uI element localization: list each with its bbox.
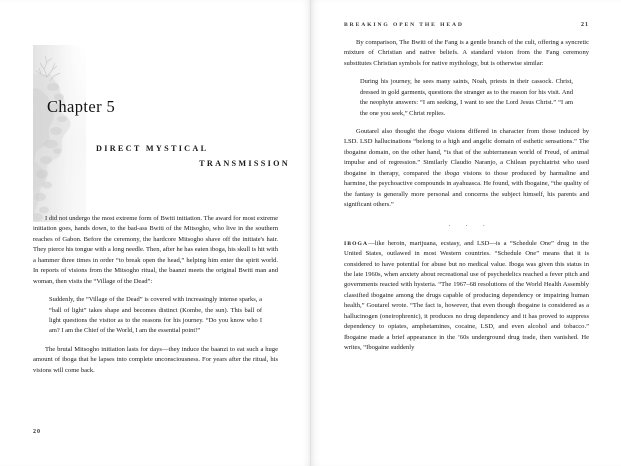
paragraph: I did not undergo the most extreme form of Bwiti initiation. The award for most extreme initiation goes, hands down, to the bad-ass Bwiti of the Mitsogho, who live in the southern reaches of Gabon. Before the ceremony, the hardcore Mitsogho shave off the initiate's hair. They pierce his tongue with a long needle. Then, after he has eaten iboga, his skull is hit with a hammer three times in order “to break open the head,” helping him enter the spirit world. In reports of visions from the Mitsogho ritual, the baanzi meets the original Bwiti man and woman, then visits the “Village of the Dead”: xyxy=(33,215,278,285)
paragraph-text-pre: Goutarel also thought the xyxy=(356,127,429,135)
running-head xyxy=(344,22,589,28)
paragraph-text: —like heroin, marijuana, ecstasy, and LSD—is a “Schedule One” drug in the United States, outlawed in most Western countries. “Schedule One” means that it is considered to have potential for abuse but no medical value. Iboga was given this status in the late 1960s, when anxiety about recreational use of psychedelics reached a fever pitch and governments reacted with hysteria. “The 1967–68 resolutions of the World Health Assembly classified ibogaine among the drugs capable of producing dependency or impairing human health,” Goutarel wrote. “The fact is, however, that even though ibogaine is considered as a hallucinogen (oneirophrenic), it produces no drug dependency and it has proved to suppress dependency to opiates, amphetamines, cocaine, LSD, and even alcohol and tobacco.” Ibogaine made a brief appearance in the ’60s underground drug trade, then vanished. He writes, “Ibogaine suddenly xyxy=(344,239,589,352)
italic-term: iboga xyxy=(444,169,460,177)
folio-right: 21 xyxy=(581,22,589,28)
section-separator: . . . xyxy=(448,220,492,228)
chapter-number: Chapter 5 xyxy=(47,97,116,116)
paragraph-text-mid: visions differed in character from those induced by LSD. LSD hallucinations “belong to a high and angelic domain of esthetic sensations.” The ibogaine domain, on the other hand, “is that of the subterranean world of Freud, of animal impulse and of regression.” Similarly Claudio Naranjo, a Chilean psychiatrist who used ibogaine in therapy, compared the xyxy=(344,127,589,177)
running-head-title: BREAKING OPEN THE HEAD xyxy=(344,22,464,28)
paragraph xyxy=(344,127,589,211)
right-page-body xyxy=(344,38,589,354)
chapter-title-line-2: TRANSMISSION xyxy=(199,159,290,168)
chapter-title-line-1: DIRECT MYSTICAL xyxy=(96,144,209,153)
chapter-opening-illustration xyxy=(33,45,86,222)
folio-left: 20 xyxy=(33,429,41,435)
block-quote-text: During his journey, he sees many saints, Noah, priests in their cassock. Christ, dressed in gold garments, questions the stranger as to the reason for his visit. And the neophyte answers: “I am seeking, I want to see the Lord Jesus Christ.” “I am the one you seek,” Christ replies. xyxy=(360,78,573,117)
paragraph-text-post: visions to those produced by harmaline and harmine, the psychoactive compounds in ayahuasca. He found, with Ibogaine, “the quality of the fantasy is generally more personal and concerns the subject himself, his parents and significant others.” xyxy=(344,169,589,209)
right-page xyxy=(311,0,621,466)
block-quote xyxy=(344,77,573,119)
italic-term: iboga xyxy=(428,127,444,135)
paragraph: The brutal Mitsogho initiation lasts for days—they induce the baanzi to eat such a huge amount of iboga that he lapses into complete unconsciousness. For years after the ritual, his visions will come back. xyxy=(33,345,278,374)
left-page-body xyxy=(33,214,278,376)
page-gutter xyxy=(310,0,311,466)
block-quote-text: Suddenly, the “Village of the Dead” is covered with increasingly intense sparks, a “ball of light” takes shape and becomes distinct (Kombe, the sun). This ball of light questions the visitor as to the reasons for his journey. “Do you know who I am? I am the Chief of the World, I am the essential point!” xyxy=(49,296,262,335)
paragraph: By comparison, The Bwiti of the Fang is a gentle branch of the cult, offering a syncretic mixture of Christian and native beliefs. A standard vision from the Fang ceremony substitutes Christian symbols for native mythology, but is otherwise similar: xyxy=(344,39,589,67)
block-quote xyxy=(33,295,262,337)
chapter-title xyxy=(96,141,292,171)
small-caps-lead-in: IBOGA xyxy=(344,240,369,247)
paragraph xyxy=(344,239,589,354)
